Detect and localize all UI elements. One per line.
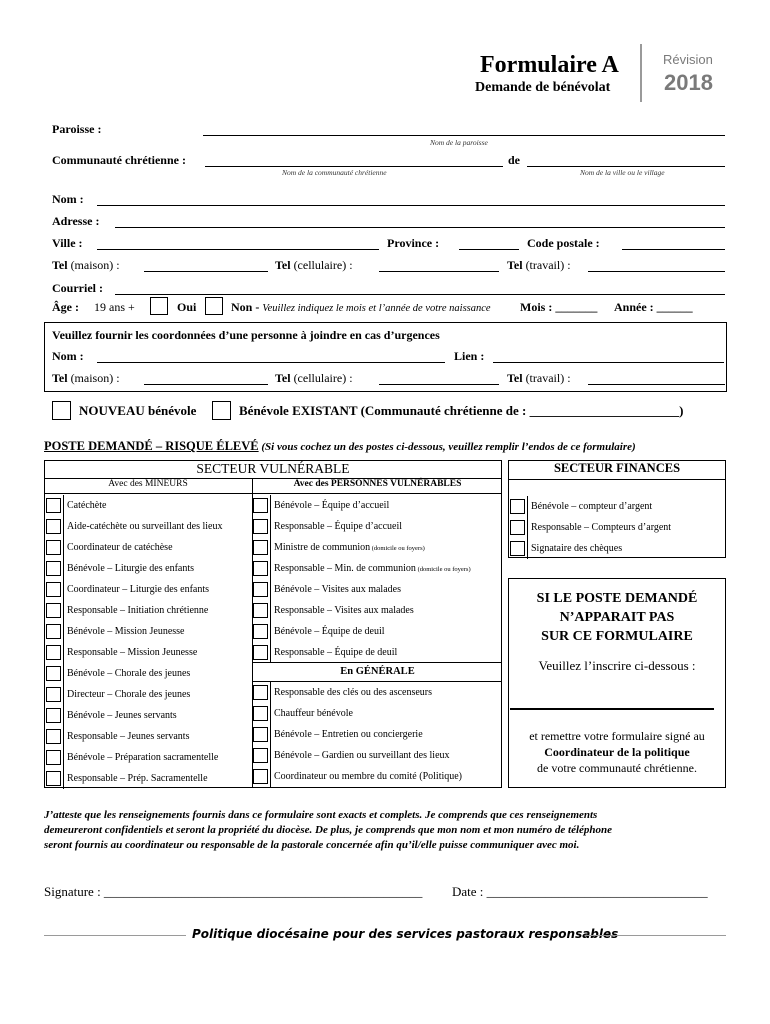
cell-divider	[63, 495, 64, 516]
emergency-tel-cellulaire-label: Tel (cellulaire) :	[275, 371, 353, 385]
item-text: Responsable – Visites aux malades	[274, 605, 414, 616]
checkbox[interactable]	[253, 582, 268, 597]
cell-divider	[527, 517, 528, 538]
item-label	[274, 750, 450, 761]
vulnerable-item[interactable]	[251, 495, 502, 516]
revision-year: 2018	[664, 70, 713, 95]
general-item[interactable]	[251, 766, 502, 787]
tel-travail-field[interactable]	[588, 271, 725, 272]
item-label	[274, 542, 425, 553]
item-label	[274, 708, 353, 719]
cell-divider	[63, 726, 64, 747]
checkbox[interactable]	[253, 519, 268, 534]
checkbox[interactable]	[46, 708, 61, 723]
cell-divider	[270, 516, 271, 537]
tel-cellulaire-field[interactable]	[379, 271, 499, 272]
annee-field[interactable]: Année : ______	[614, 300, 693, 314]
checkbox[interactable]	[253, 498, 268, 513]
emergency-tel-cellulaire-field[interactable]	[379, 384, 499, 385]
other-position-heading: SI LE POSTE DEMANDÉ N’APPARAIT PAS SUR CE FORMULAIRE	[536, 591, 698, 644]
emergency-heading: Veuillez fournir les coordonnées d’une personne à joindre en cas d’urgences	[52, 328, 440, 342]
courriel-label: Courriel :	[52, 281, 103, 295]
item-text: Coordinateur ou membre du comité (Politique)	[274, 771, 463, 782]
cell-divider	[270, 537, 271, 558]
item-label	[67, 731, 189, 742]
finances-item[interactable]	[508, 517, 726, 538]
footer-line-left	[44, 935, 186, 936]
finances-title: SECTEUR FINANCES	[553, 461, 681, 475]
item-label	[274, 563, 471, 574]
item-text: Bénévole – Gardien ou surveillant des lieux	[274, 750, 450, 761]
checkbox[interactable]	[253, 624, 268, 639]
item-label	[274, 771, 462, 782]
attestation-text: J’atteste que les renseignements fournis dans ce formulaire sont exacts et complets. Je comprends que ces renseignements demeureront confidentiels et seront la propriété du diocèse. De plus, je comprends que mon nom et mon numéro de téléphone seront fournis au coordinateur ou responsable de la pastorale concernée afin qu’il/elle puisse communiquer avec moi.	[44, 809, 613, 851]
item-label	[67, 542, 173, 553]
poste-heading: POSTE DEMANDÉ – RISQUE ÉLEVÉ (Si vous cochez un des postes ci-dessous, veuillez remplir l’endos de ce formulaire)	[44, 439, 636, 453]
checkbox[interactable]	[510, 520, 525, 535]
minors-item[interactable]	[44, 642, 252, 663]
cell-divider	[270, 621, 271, 642]
checkbox[interactable]	[46, 645, 61, 660]
checkbox[interactable]	[253, 706, 268, 721]
adresse-field[interactable]	[115, 227, 725, 228]
cell-divider	[270, 745, 271, 766]
existant-label: Bénévole EXISTANT (Communauté chrétienne de : _______________________)	[239, 403, 684, 418]
item-text: Catéchète	[67, 500, 107, 511]
nouveau-checkbox[interactable]	[52, 401, 71, 420]
ville-communaute-field[interactable]	[527, 166, 725, 167]
cell-divider	[63, 579, 64, 600]
item-text: Bénévole – Entretien ou conciergerie	[274, 729, 423, 740]
finances-item[interactable]	[508, 538, 726, 559]
item-text: Chauffeur bénévole	[274, 708, 353, 719]
emergency-tel-travail-field[interactable]	[588, 384, 725, 385]
item-label	[274, 584, 401, 595]
item-label	[67, 710, 177, 721]
checkbox[interactable]	[253, 561, 268, 576]
item-text: Bénévole – Préparation sacramentelle	[67, 752, 219, 763]
item-text: Responsable des clés ou des ascenseurs	[274, 687, 433, 698]
item-label	[67, 563, 194, 574]
item-label	[67, 500, 106, 511]
age-oui-checkbox[interactable]	[150, 297, 168, 315]
item-label	[274, 605, 414, 616]
cell-divider	[270, 579, 271, 600]
form-title: Formulaire A	[480, 52, 619, 78]
item-text: Signataire des chèques	[531, 543, 623, 554]
tel-maison-label: Tel (maison) :	[52, 258, 120, 272]
cell-divider	[270, 495, 271, 516]
age-label: Âge :	[52, 300, 79, 314]
vulnerable-title: SECTEUR VULNÉRABLE	[196, 461, 350, 476]
checkbox[interactable]	[253, 685, 268, 700]
age-non-label: Non - Veuillez indiquez le mois et l’année de votre naissance	[231, 300, 491, 314]
item-text: Bénévole – Chorale des jeunes	[67, 668, 191, 679]
item-label	[67, 626, 185, 637]
general-top-divider	[253, 662, 502, 663]
emergency-lien-field[interactable]	[493, 362, 724, 363]
paroisse-hint: Nom de la paroisse	[430, 138, 488, 147]
item-note: (domicile ou foyers)	[415, 566, 471, 573]
checkbox[interactable]	[46, 603, 61, 618]
header-divider	[640, 44, 642, 102]
item-text: Responsable – Compteurs d’argent	[531, 522, 672, 533]
province-field[interactable]	[459, 249, 519, 250]
cell-divider	[63, 516, 64, 537]
general-item[interactable]	[251, 703, 502, 724]
item-text: Bénévole – Liturgie des enfants	[67, 563, 195, 574]
item-label	[67, 668, 190, 679]
other-inscribe: Veuillez l’inscrire ci-dessous :	[538, 658, 696, 673]
cell-divider	[63, 663, 64, 684]
cell-divider	[270, 642, 271, 663]
checkbox[interactable]	[46, 666, 61, 681]
emergency-nom-label: Nom :	[52, 349, 84, 363]
cell-divider	[63, 684, 64, 705]
cell-divider	[270, 600, 271, 621]
checkbox[interactable]	[46, 687, 61, 702]
cell-divider	[527, 496, 528, 517]
nouveau-label: NOUVEAU bénévole	[79, 403, 197, 418]
cell-divider	[63, 558, 64, 579]
cell-divider	[63, 600, 64, 621]
checkbox[interactable]	[46, 771, 61, 786]
item-text: Bénévole – Jeunes servants	[67, 710, 177, 721]
cell-divider	[63, 642, 64, 663]
minors-item[interactable]	[44, 600, 252, 621]
item-text: Responsable – Jeunes servants	[67, 731, 190, 742]
age-non-checkbox[interactable]	[205, 297, 223, 315]
item-text: Responsable – Équipe de deuil	[274, 647, 398, 658]
checkbox[interactable]	[46, 540, 61, 555]
item-text: Responsable – Prép. Sacramentelle	[67, 773, 208, 784]
code-postal-field[interactable]	[622, 249, 725, 250]
communaute-label: Communauté chrétienne :	[52, 153, 186, 167]
item-text: Aide-catéchète ou surveillant des lieux	[67, 521, 223, 532]
minors-item[interactable]	[44, 579, 252, 600]
minors-item[interactable]	[44, 495, 252, 516]
item-label	[67, 689, 190, 700]
ville-field[interactable]	[97, 249, 379, 250]
item-label	[274, 647, 397, 658]
other-position-field[interactable]	[510, 708, 714, 710]
item-text: Responsable – Initiation chrétienne	[67, 605, 209, 616]
checkbox[interactable]	[253, 540, 268, 555]
vulnerable-item[interactable]	[251, 579, 502, 600]
cell-divider	[63, 768, 64, 789]
item-label	[274, 500, 389, 511]
nom-label: Nom :	[52, 192, 84, 206]
item-text: Bénévole – Visites aux malades	[274, 584, 401, 595]
item-text: Bénévole – Équipe de deuil	[274, 626, 385, 637]
checkbox[interactable]	[46, 750, 61, 765]
item-text: Bénévole – Mission Jeunesse	[67, 626, 185, 637]
checkbox[interactable]	[253, 645, 268, 660]
cell-divider	[63, 621, 64, 642]
item-text: Coordinateur de catéchèse	[67, 542, 173, 553]
item-label	[274, 521, 402, 532]
checkbox[interactable]	[46, 582, 61, 597]
item-label	[274, 729, 423, 740]
tel-cellulaire-label: Tel (cellulaire) :	[275, 258, 353, 272]
date-field[interactable]: Date : __________________________________	[452, 884, 708, 899]
checkbox[interactable]	[510, 541, 525, 556]
cell-divider	[270, 766, 271, 787]
item-note: (domicile ou foyers)	[370, 545, 425, 552]
communaute-field[interactable]	[205, 166, 503, 167]
vulnerable-item[interactable]	[251, 558, 502, 579]
item-text: Bénévole – Équipe d’accueil	[274, 500, 390, 511]
general-item[interactable]	[251, 745, 502, 766]
minors-item[interactable]	[44, 705, 252, 726]
item-label	[67, 584, 209, 595]
nom-field[interactable]	[97, 205, 725, 206]
item-label	[274, 626, 385, 637]
cell-divider	[270, 558, 271, 579]
cell-divider	[270, 703, 271, 724]
other-instructions: et remettre votre formulaire signé au Coordinateur de la politique de votre communauté chrétienne.	[529, 729, 705, 775]
cell-divider	[63, 537, 64, 558]
revision-label: Révision	[663, 52, 713, 67]
cell-divider	[63, 747, 64, 768]
footer-policy: Politique diocésaine pour des services pastoraux responsables	[192, 927, 619, 941]
item-label	[274, 687, 432, 698]
vulnerable-item[interactable]	[251, 600, 502, 621]
minors-item[interactable]	[44, 621, 252, 642]
item-label	[67, 752, 218, 763]
ville-label: Ville :	[52, 236, 83, 250]
vulnerable-item[interactable]	[251, 621, 502, 642]
courriel-field[interactable]	[115, 294, 725, 295]
de-label: de	[508, 153, 520, 167]
checkbox[interactable]	[46, 519, 61, 534]
checkbox[interactable]	[253, 727, 268, 742]
cell-divider	[270, 724, 271, 745]
province-label: Province :	[387, 236, 440, 250]
vulnerable-item[interactable]	[251, 537, 502, 558]
minors-item[interactable]	[44, 537, 252, 558]
item-label	[531, 543, 622, 554]
minors-item[interactable]	[44, 663, 252, 684]
cell-divider	[63, 705, 64, 726]
minors-item[interactable]	[44, 726, 252, 747]
general-item[interactable]	[251, 682, 502, 703]
adresse-label: Adresse :	[52, 214, 100, 228]
vulnerable-col-header: Avec des PERSONNES VULNÉRABLES	[293, 479, 462, 489]
item-label	[531, 522, 671, 533]
tel-maison-field[interactable]	[144, 271, 268, 272]
checkbox[interactable]	[46, 498, 61, 513]
item-text: Bénévole – compteur d’argent	[531, 501, 653, 512]
emergency-nom-field[interactable]	[97, 362, 445, 363]
col-header-divider	[44, 493, 502, 494]
finances-title-divider	[508, 479, 726, 480]
emergency-tel-travail-label: Tel (travail) :	[507, 371, 571, 385]
emergency-lien-label: Lien :	[454, 349, 485, 363]
age-value: 19 ans +	[94, 300, 135, 314]
minors-item[interactable]	[44, 768, 252, 789]
checkbox[interactable]	[253, 748, 268, 763]
item-text: Directeur – Chorale des jeunes	[67, 689, 191, 700]
minors-item[interactable]	[44, 558, 252, 579]
checkbox[interactable]	[253, 603, 268, 618]
checkbox[interactable]	[46, 729, 61, 744]
ville-hint: Nom de la ville ou le village	[580, 168, 665, 177]
mois-field[interactable]: Mois : _______	[520, 300, 598, 314]
minors-item[interactable]	[44, 747, 252, 768]
item-text: Coordinateur – Liturgie des enfants	[67, 584, 210, 595]
age-oui-label: Oui	[177, 300, 197, 314]
form-subtitle: Demande de bénévolat	[475, 80, 611, 95]
item-label	[67, 605, 208, 616]
tel-travail-label: Tel (travail) :	[507, 258, 571, 272]
item-text: Responsable – Min. de communion	[274, 563, 416, 574]
checkbox[interactable]	[253, 769, 268, 784]
signature-field[interactable]: Signature : _________________________________________________	[44, 884, 423, 899]
general-title: En GÉNÉRALE	[340, 666, 415, 677]
item-text: Ministre de communion	[274, 542, 371, 553]
minors-col-header: Avec des MINEURS	[108, 479, 188, 489]
minors-item[interactable]	[44, 684, 252, 705]
checkbox[interactable]	[46, 624, 61, 639]
item-text: Responsable – Mission Jeunesse	[67, 647, 198, 658]
item-text: Responsable – Équipe d’accueil	[274, 521, 403, 532]
existant-checkbox[interactable]	[212, 401, 231, 420]
item-label	[67, 647, 197, 658]
footer-line-right	[585, 935, 726, 936]
cell-divider	[270, 682, 271, 703]
item-label	[67, 773, 208, 784]
paroisse-label: Paroisse :	[52, 122, 102, 136]
minors-item[interactable]	[44, 516, 252, 537]
checkbox[interactable]	[46, 561, 61, 576]
general-item[interactable]	[251, 724, 502, 745]
item-label	[531, 501, 652, 512]
item-label	[67, 521, 223, 532]
vulnerable-item[interactable]	[251, 516, 502, 537]
emergency-tel-maison-label: Tel (maison) :	[52, 371, 120, 385]
vulnerable-item[interactable]	[251, 642, 502, 663]
checkbox[interactable]	[510, 499, 525, 514]
paroisse-field[interactable]	[203, 135, 725, 136]
code-postal-label: Code postale :	[527, 236, 600, 250]
emergency-tel-maison-field[interactable]	[144, 384, 268, 385]
cell-divider	[527, 538, 528, 559]
finances-item[interactable]	[508, 496, 726, 517]
communaute-hint: Nom de la communauté chrétienne	[282, 168, 387, 177]
